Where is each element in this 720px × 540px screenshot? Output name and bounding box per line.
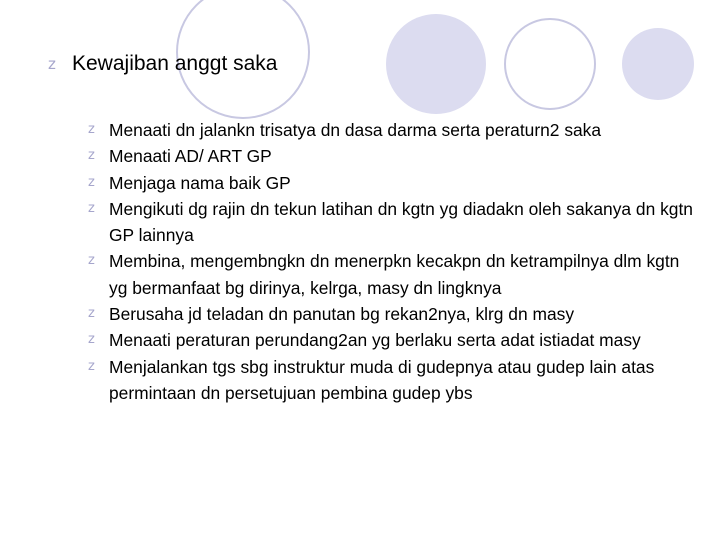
list-item [88,354,698,407]
list-item [88,143,698,169]
bullet-icon: z [88,253,95,269]
list-item-text: Mengikuti dg rajin dn tekun latihan dn kgtn yg diadakn oleh sakanya dn kgtn GP lainnya [109,198,693,246]
bullet-icon: z [88,174,95,190]
list-item-text: Menaati dn jalankn trisatya dn dasa darma serta peraturn2 saka [109,120,602,140]
list-item [88,301,698,327]
bullet-icon: z [88,200,95,216]
list-item-text: Menaati peraturan perundang2an yg berlaku serta adat istiadat masy [109,330,641,351]
slide-title [48,50,548,78]
duty-list [88,117,698,406]
slide-title-text: Kewajiban anggt saka [72,52,278,75]
list-item [88,327,698,353]
list-item-text: Menaati AD/ ART GP [109,146,272,167]
list-item-text: Menjalankan tgs sbg instruktur muda di gudepnya atau gudep lain atas permintaan dn persetujuan pembina gudep ybs [109,356,655,403]
list-item-text: Menjaga nama baik GP [109,172,291,193]
bullet-icon: z [88,332,95,348]
list-item [88,170,698,196]
bullet-icon: z [48,55,56,73]
list-item [88,196,698,249]
bullet-icon: z [88,122,95,137]
bullet-icon: z [88,148,95,164]
list-item [88,248,698,301]
list-item [88,117,698,143]
list-item-text: Membina, mengembngkn dn menerpkn kecakpn dn ketrampilnya dlm kgtn yg bermanfaat bg dirinya, kelrga, masy dn lingknya [109,251,680,298]
decor-circle-filled-2 [622,28,694,100]
bullet-icon: z [88,306,95,322]
bullet-icon: z [88,358,95,374]
list-item-text: Berusaha jd teladan dn panutan bg rekan2nya, klrg dn masy [109,304,575,325]
